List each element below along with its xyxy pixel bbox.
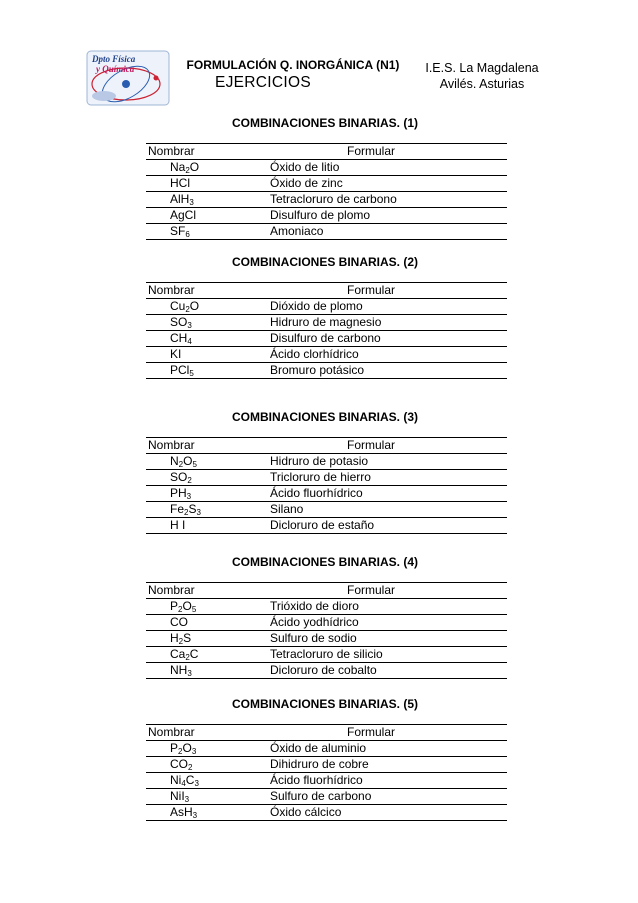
formula-cell: H I — [170, 518, 186, 532]
table-row — [146, 362, 507, 378]
table-row — [146, 501, 507, 517]
compound-name-cell: Dicloruro de estaño — [270, 518, 375, 532]
compound-name-cell: Óxido cálcico — [270, 805, 342, 819]
formula-cell: $N_2O_5$ — [170, 454, 197, 469]
compound-name-cell: Amoniaco — [270, 224, 324, 238]
table-row — [146, 740, 507, 756]
section-title: COMBINACIONES BINARIAS. (3) — [232, 410, 419, 424]
exercise-table — [146, 143, 507, 240]
formula-cell: $SO_2$ — [170, 470, 192, 485]
compound-name-cell: Ácido fluorhídrico — [270, 486, 363, 500]
section-title: COMBINACIONES BINARIAS. (1) — [232, 116, 419, 130]
formula-cell: AlH$_3$ — [170, 192, 194, 207]
table-row — [146, 453, 507, 469]
table-row — [146, 614, 507, 630]
column-header-nombrar: Nombrar — [148, 725, 195, 739]
table-row — [146, 346, 507, 362]
formula-cell: $P_2O_5$ — [170, 599, 197, 614]
department-logo — [86, 50, 170, 106]
table-row — [146, 517, 507, 533]
compound-name-cell: Silano — [270, 502, 304, 516]
compound-name-cell: Ácido yodhídrico — [270, 615, 359, 629]
table-row — [146, 485, 507, 501]
table-row — [146, 469, 507, 485]
formula-cell: CO — [170, 615, 188, 629]
table-row — [146, 298, 507, 314]
compound-name-cell: Óxido de zinc — [270, 176, 343, 190]
table-row — [146, 630, 507, 646]
school-info — [412, 60, 552, 92]
formula-cell: $Ca_2C$ — [170, 647, 199, 662]
document-title: FORMULACIÓN Q. INORGÁNICA (N1) — [186, 58, 400, 72]
table-row — [146, 772, 507, 788]
formula-cell: AsH$_3$ — [170, 805, 198, 820]
table-header-row — [146, 438, 507, 453]
table-row — [146, 330, 507, 346]
table-header-row — [146, 583, 507, 598]
compound-name-cell: Dicloruro de cobalto — [270, 663, 377, 677]
school-name: I.E.S. La Magdalena — [425, 61, 539, 75]
school-location: Avilés. Asturias — [439, 77, 525, 91]
table-row — [146, 314, 507, 330]
logo-text-1: Dpto Física — [92, 54, 136, 64]
table-row — [146, 788, 507, 804]
table-row — [146, 191, 507, 207]
compound-name-cell: Trióxido de dioro — [270, 599, 359, 613]
column-header-nombrar: Nombrar — [148, 438, 195, 452]
compound-name-cell: Tricloruro de hierro — [270, 470, 371, 484]
section-title: COMBINACIONES BINARIAS. (2) — [232, 255, 419, 269]
exercise-table — [146, 582, 507, 679]
exercise-table — [146, 437, 507, 534]
table-row — [146, 804, 507, 820]
table-row — [146, 756, 507, 772]
formula-cell: $SF_6$ — [170, 224, 190, 239]
table-row — [146, 207, 507, 223]
compound-name-cell: Óxido de aluminio — [270, 741, 367, 755]
compound-name-cell: Hidruro de magnesio — [270, 315, 382, 329]
formula-cell: $NH_3$ — [170, 663, 192, 678]
compound-name-cell: Tetracloruro de silicio — [270, 647, 383, 661]
table-row — [146, 159, 507, 175]
compound-name-cell: Ácido fluorhídrico — [270, 773, 363, 787]
compound-name-cell: Tetracloruro de carbono — [270, 192, 397, 206]
table-header-row — [146, 283, 507, 298]
compound-name-cell: Disulfuro de carbono — [270, 331, 381, 345]
formula-cell: NiI$_3$ — [170, 789, 190, 804]
exercise-table — [146, 282, 507, 379]
table-row — [146, 662, 507, 678]
compound-name-cell: Hidruro de potasio — [270, 454, 369, 468]
column-header-formular: Formular — [347, 438, 396, 452]
formula-cell: HCl — [170, 176, 190, 190]
compound-name-cell: Óxido de litio — [270, 160, 340, 174]
exercise-table — [146, 724, 507, 821]
formula-cell: $P_2O_3$ — [170, 741, 197, 756]
formula-cell: $CH_4$ — [170, 331, 192, 346]
column-header-formular: Formular — [347, 725, 396, 739]
compound-name-cell: Bromuro potásico — [270, 363, 365, 377]
formula-cell: $H_2S$ — [170, 631, 192, 646]
table-row — [146, 598, 507, 614]
formula-cell: $CO_2$ — [170, 757, 193, 772]
table-row — [146, 646, 507, 662]
compound-name-cell: Dihidruro de cobre — [270, 757, 369, 771]
logo-text-2: y Química — [96, 64, 135, 74]
column-header-nombrar: Nombrar — [148, 144, 195, 158]
formula-cell: $Fe_2S_3$ — [170, 502, 201, 517]
table-header-row — [146, 725, 507, 740]
document-subtitle: EJERCICIOS — [214, 74, 311, 91]
compound-name-cell: Sulfuro de carbono — [270, 789, 372, 803]
formula-cell: KI — [170, 347, 182, 361]
formula-cell: $Ni_4C_3$ — [170, 773, 199, 788]
formula-cell: AgCl — [170, 208, 197, 222]
column-header-nombrar: Nombrar — [148, 283, 195, 297]
table-row — [146, 223, 507, 239]
formula-cell: $Na_2O$ — [170, 160, 200, 175]
compound-name-cell: Disulfuro de plomo — [270, 208, 371, 222]
column-header-nombrar: Nombrar — [148, 583, 195, 597]
compound-name-cell: Ácido clorhídrico — [270, 347, 359, 361]
formula-cell: $PH_3$ — [170, 486, 192, 501]
section-title: COMBINACIONES BINARIAS. (4) — [232, 555, 419, 569]
formula-cell: $Cu_2O$ — [170, 299, 200, 314]
formula-cell: PCl$_5$ — [170, 363, 194, 378]
column-header-formular: Formular — [347, 283, 396, 297]
compound-name-cell: Dióxido de plomo — [270, 299, 363, 313]
column-header-formular: Formular — [347, 583, 396, 597]
section-title: COMBINACIONES BINARIAS. (5) — [232, 697, 419, 711]
table-header-row — [146, 144, 507, 159]
formula-cell: $SO_3$ — [170, 315, 192, 330]
compound-name-cell: Sulfuro de sodio — [270, 631, 357, 645]
column-header-formular: Formular — [347, 144, 396, 158]
table-row — [146, 175, 507, 191]
